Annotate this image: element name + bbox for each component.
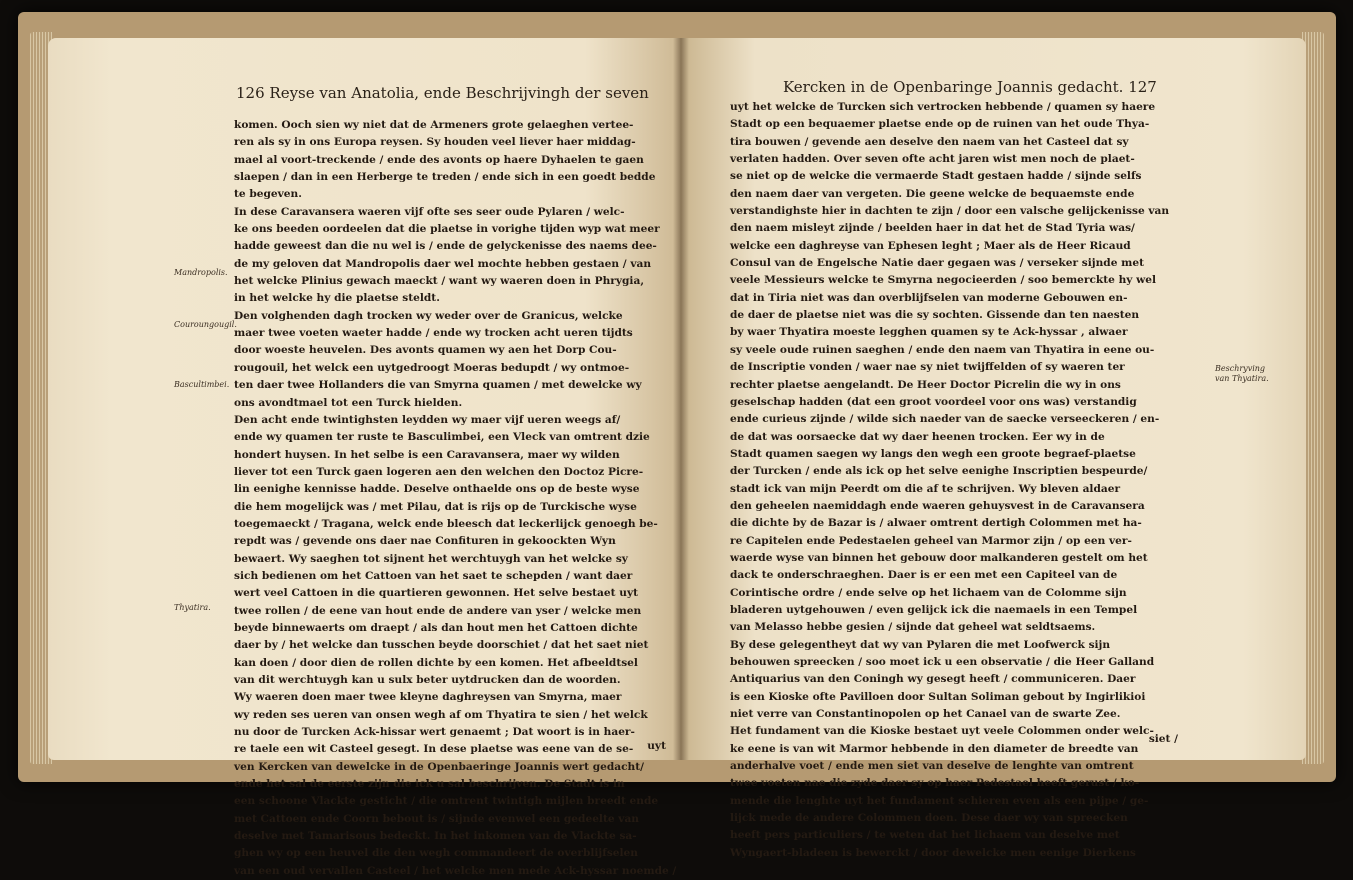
text-line: Corintische ordre / ende selve op het lichaem van de Colomme sijn <box>730 586 1127 599</box>
text-line: mende die lenghte uyt het fundament schieren even als een pijpe / ge- <box>730 794 1149 807</box>
text-line: de Inscriptie vonden / waer nae sy niet twijffelden of sy waeren ter <box>730 361 1125 374</box>
text-line: geselschap hadden (dat een groot voordeel voor ons was) verstandig <box>730 395 1137 408</box>
text-line: niet verre van Constantinopolen op het Canael van de swarte Zee. <box>730 708 1121 721</box>
text-line: ende het sal de eerste zijn die ick u sal beschrijven. De Stadt is in <box>234 778 625 791</box>
text-line: Den acht ende twintighsten leydden wy maer vijf ueren weegs af/ <box>234 413 621 426</box>
text-line: liever tot een Turck gaen logeren aen den welchen den Doctoz Picre- <box>234 465 644 478</box>
text-line: se niet op de welcke die vermaerde Stadt gestaen hadde / sijnde selfs <box>730 170 1142 183</box>
text-line: mael al voort-treckende / ende des avonts op haere Dyhaelen te gaen <box>234 153 644 166</box>
text-line: in het welcke hy die plaetse steldt. <box>234 292 440 305</box>
text-line: waerde wyse van binnen het gebouw door malkanderen gestelt om het <box>730 551 1148 564</box>
text-line: welcke een daghreyse van Ephesen leght ; Maer als de Heer Ricaud <box>730 239 1131 252</box>
text-line: ons avondtmael tot een Turck hielden. <box>234 396 463 409</box>
text-line: daer by / het welcke dan tusschen beyde doorschiet / dat het saet niet <box>234 639 649 652</box>
text-line: bladeren uytgehouwen / even gelijck ick die naemaels in een Tempel <box>730 603 1138 616</box>
marginal-note: van Thyatira. <box>1215 374 1269 383</box>
text-line: re Capitelen ende Pedestaelen geheel van Marmor zijn / op een ver- <box>730 534 1132 547</box>
text-line: nu door de Turcken Ack-hissar wert genaemt ; Dat woort is in haer- <box>234 726 635 739</box>
book-gutter <box>673 38 689 760</box>
text-line: van een oud vervallen Casteel / het welcke men mede Ack-hyssar noemde / <box>234 864 677 877</box>
text-line: Consul van de Engelsche Natie daer gegaen was / verseker sijnde met <box>730 257 1144 270</box>
marginal-note: Bascultimbei. <box>174 380 230 389</box>
text-line: met Cattoen ende Coorn bebout is / sijnde evenwel een gedeelte van <box>234 812 640 825</box>
text-line: by waer Thyatira moeste legghen quamen sy te Ack-hyssar , alwaer <box>730 326 1128 339</box>
text-line: re taele een wit Casteel gesegt. In dese plaetse was eene van de se- <box>234 743 634 756</box>
marginal-note: Thyatira. <box>174 603 211 612</box>
text-line: lijck mede de andere Colommen doen. Dese daer wy van spreecken <box>730 812 1128 825</box>
text-line: heeft pers particuliers / te weten dat het lichaem van deselve met <box>730 829 1120 842</box>
text-line: ke eene is van wit Marmor hebbende in den diameter de breedte van <box>730 742 1139 755</box>
text-line: Den volghenden dagh trocken wy weder over de Granicus, welcke <box>234 309 623 322</box>
text-line: maer twee voeten waeter hadde / ende wy trocken acht ueren tijdts <box>234 327 633 340</box>
text-line: Stadt op een bequaemer plaetse ende op de ruinen van het oude Thya- <box>730 118 1150 131</box>
marginal-note: Couroungougil. <box>174 320 237 329</box>
text-line: In dese Caravansera waeren vijf ofte ses seer oude Pylaren / welc- <box>234 205 625 218</box>
text-line: te begeven. <box>234 188 302 201</box>
text-line: Wy waeren doen maer twee kleyne daghreysen van Smyrna, maer <box>234 691 622 704</box>
text-line: wy reden ses ueren van onsen wegh af om Thyatira te sien / het welck <box>234 708 648 721</box>
left-page-header: 126 Reyse van Anatolia, ende Beschrijvingh der seven <box>236 84 649 102</box>
text-line: dat in Tiria niet was dan overblijfselen van moderne Gebouwen en- <box>730 291 1128 304</box>
text-line: den geheelen naemiddagh ende waeren gehuysvest in de Caravansera <box>730 499 1145 512</box>
text-line: ren als sy in ons Europa reysen. Sy houden veel liever haer middag- <box>234 136 636 149</box>
right-page-body <box>730 99 1198 862</box>
text-line: twee rollen / de eene van hout ende de andere van yser / welcke men <box>234 604 642 617</box>
text-line: veele Messieurs welcke te Smyrna negocieerden / soo bemerckte hy wel <box>730 274 1157 287</box>
text-line: uyt het welcke de Turcken sich vertrocken hebbende / quamen sy haere <box>730 101 1156 113</box>
text-line: Het fundament van die Kioske bestaet uyt veele Colommen onder welc- <box>730 725 1154 738</box>
text-line: den naem misleyt zijnde / beelden haer in dat het de Stad Tyria was/ <box>730 222 1135 235</box>
right-page <box>680 38 1306 859</box>
text-line: die hem mogelijck was / met Pilau, dat is rijs op de Turckische wyse <box>234 500 637 513</box>
text-line: tira bouwen / gevende aen deselve den naem van het Casteel dat sy <box>730 135 1129 148</box>
text-line: rougouil, het welck een uytgedroogt Moeras bedupdt / wy ontmoe- <box>234 361 630 374</box>
text-line: rechter plaetse aengelandt. De Heer Doctor Picrelin die wy in ons <box>730 378 1121 391</box>
text-line: behouwen spreecken / soo moet ick u een observatie / die Heer Galland <box>730 656 1155 668</box>
right-page-header: Kercken in de Openbaringe Joannis gedacht. 127 <box>783 78 1157 96</box>
text-line: den naem daer van vergeten. Die geene welcke de bequaemste ende <box>730 187 1135 200</box>
text-line: beyde binnewaerts om draept / als dan hout men het Cattoen dichte <box>234 621 638 634</box>
text-line: ten daer twee Hollanders die van Smyrna quamen / met dewelcke wy <box>234 379 642 392</box>
text-line: deselve met Tamarisous bedeckt. In het inkomen van de Vlackte sa- <box>234 830 637 843</box>
text-line: de my geloven dat Mandropolis daer wel mochte hebben gestaen / van <box>234 257 652 270</box>
catchword: uyt <box>647 740 666 752</box>
text-line: der Turcken / ende als ick op het selve eenighe Inscriptien bespeurde/ <box>730 465 1148 478</box>
text-line: de dat was oorsaecke dat wy daer heenen trocken. Eer wy in de <box>730 430 1105 443</box>
text-line: repdt was / gevende ons daer nae Confituren in gekoockten Wyn <box>234 535 616 548</box>
open-book <box>18 12 1336 877</box>
text-line: ende wy quamen ter ruste te Basculimbei, een Vleck van omtrent dzie <box>234 431 650 444</box>
text-line: Antiquarius van den Coningh wy gesegt heeft / communiceren. Daer <box>730 673 1136 686</box>
text-line: slaepen / dan in een Herberge te treden / ende sich in een goedt bedde <box>234 171 656 184</box>
text-line: verstandighste hier in dachten te zijn / door een valsche gelijckenisse van <box>730 205 1170 218</box>
text-line: lin eenighe kennisse hadde. Deselve onthaelde ons op de beste wyse <box>234 483 640 496</box>
text-line: anderhalve voet / ende men siet van deselve de lenghte van omtrent <box>730 760 1134 773</box>
text-line: die dichte by de Bazar is / alwaer omtrent dertigh Colommen met ha- <box>730 517 1142 530</box>
text-line: kan doen / door dien de rollen dichte by een komen. Het afbeeldtsel <box>234 656 638 669</box>
text-line: By dese gelegentheyt dat wy van Pylaren die met Loofwerck sijn <box>730 638 1111 651</box>
text-line: ghen wy op een heuvel die den wegh commandeert de overblijfselen <box>234 847 638 860</box>
text-line: hadde geweest dan die nu wel is / ende de gelyckenisse des naems dee- <box>234 240 657 253</box>
catchword: siet / <box>1148 733 1178 745</box>
text-line: Wyngaert-bladeen is bewerckt / door dewelcke men eenige Dierkens <box>730 846 1136 859</box>
left-page-body <box>234 117 677 880</box>
text-line: ke ons beeden oordeelen dat die plaetse in vorighe tijden wyp wat meer <box>234 223 660 236</box>
text-line: is een Kioske ofte Pavilloen door Sultan Soliman gebout by Ingirlikioi <box>730 690 1146 703</box>
text-line: dack te onderschraeghen. Daer is er een met een Capiteel van de <box>730 569 1118 582</box>
marginal-note: Beschryving <box>1215 364 1266 373</box>
left-page <box>48 38 680 877</box>
text-line: twee voeten nae die zyde daer sy op haer Pedestael heeft gerust / ko- <box>730 777 1140 790</box>
text-line: door woeste heuvelen. Des avonts quamen wy aen het Dorp Cou- <box>234 344 617 357</box>
marginal-note: Mandropolis. <box>174 268 228 277</box>
text-line: van dit werchtuygh kan u sulx beter uytdrucken dan de woorden. <box>234 674 621 686</box>
text-line: van Melasso hebbe gesien / sijnde dat geheel wat seldtsaems. <box>730 621 1096 634</box>
text-line: verlaten hadden. Over seven ofte acht jaren wist men noch de plaet- <box>730 153 1135 166</box>
text-line: ende curieus zijnde / wilde sich naeder van de saecke verseeckeren / en- <box>730 413 1160 426</box>
text-line: hondert huysen. In het selbe is een Caravansera, maer wy wilden <box>234 448 620 461</box>
text-line: bewaert. Wy saeghen tot sijnent het werchtuygh van het welcke sy <box>234 552 628 565</box>
text-line: de daer de plaetse niet was die sy sochten. Gissende dan ten naesten <box>730 309 1140 322</box>
text-line: sy veele oude ruinen saeghen / ende den naem van Thyatira in eene ou- <box>730 343 1155 356</box>
text-line: ven Kercken van dewelcke in de Openbaeringe Joannis wert gedacht/ <box>234 760 645 773</box>
text-line: een schoone Vlackte gesticht / die omtrent twintigh mijlen breedt ende <box>234 795 659 808</box>
text-line: Stadt quamen saegen wy langs den wegh een groote begraef-plaetse <box>730 447 1136 460</box>
text-line: toegemaeckt / Tragana, welck ende bleesch dat leckerlijck genoegh be- <box>234 517 658 530</box>
text-line: wert veel Cattoen in die quartieren gewonnen. Het selve bestaet uyt <box>234 587 638 600</box>
text-line: het welcke Plinius gewach maeckt / want wy waeren doen in Phrygia, <box>234 275 645 288</box>
text-line: komen. Ooch sien wy niet dat de Armeners grote gelaeghen vertee- <box>234 119 634 131</box>
text-line: sich bedienen om het Cattoen van het saet te schepden / want daer <box>234 569 633 582</box>
text-line: stadt ick van mijn Peerdt om die af te schrijven. Wy bleven aldaer <box>730 482 1121 495</box>
